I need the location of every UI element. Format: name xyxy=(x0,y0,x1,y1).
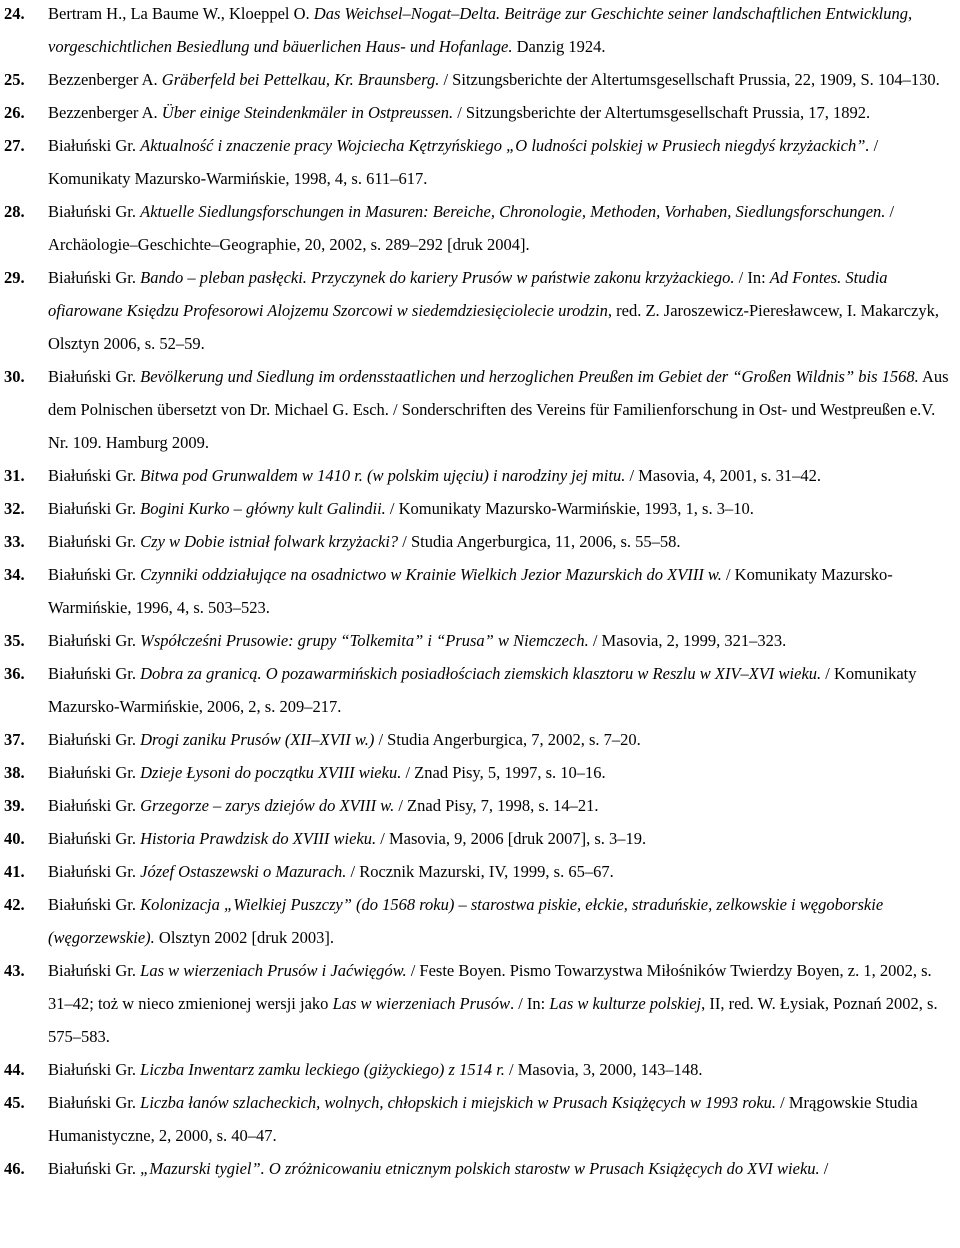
bibliography-entry xyxy=(0,789,960,822)
entry-text-segment: Białuński Gr. xyxy=(48,136,141,155)
entry-title-italic: Bitwa pod Grunwaldem w 1410 r. (w polskim ujęciu) i narodziny jej mitu. xyxy=(140,466,626,485)
bibliography-entry xyxy=(0,657,960,723)
entry-text xyxy=(48,822,960,855)
entry-title-italic: „Mazurski tygiel”. O zróżnicowaniu etnicznym polskich starostw w Prusach Książęcych do XVI wieku. xyxy=(140,1159,820,1178)
entry-text-segment: Białuński Gr. xyxy=(48,961,141,980)
entry-text-segment: / Komunikaty Mazursko-Warmińskie, 1993, 1, s. 3–10. xyxy=(385,499,754,518)
entry-text-segment: . / In: xyxy=(509,994,550,1013)
entry-title-italic: Dzieje Łysoni do początku XVIII wieku. xyxy=(140,763,402,782)
entry-number: 42. xyxy=(4,895,25,914)
entry-number: 27. xyxy=(4,136,25,155)
entry-text-segment: Bezzenberger A. xyxy=(48,70,162,89)
entry-title-italic: Über einige Steindenkmäler in Ostpreussen. xyxy=(161,103,454,122)
entry-text xyxy=(48,657,960,723)
entry-title-italic: Aktuelle Siedlungsforschungen in Masuren: Bereiche, Chronologie, Methoden, Vorhaben, Siedlungsforschungen. xyxy=(140,202,886,221)
entry-title-italic: Aktualność i znaczenie pracy Wojciecha Kętrzyńskiego „O ludności polskiej w Prusiech niegdyś krzyżackich”. xyxy=(140,136,870,155)
entry-title-italic: Las w kulturze polskiej xyxy=(549,994,702,1013)
entry-text-segment: Bertram H., La Baume W., Kloeppel O. xyxy=(48,4,314,23)
entry-number: 31. xyxy=(4,466,25,485)
entry-title-italic: Grzegorze – zarys dziejów do XVIII w. xyxy=(140,796,395,815)
entry-number: 35. xyxy=(4,631,25,650)
entry-title-italic: Współcześni Prusowie: grupy “Tolkemita” i “Prusa” w Niemczech. xyxy=(140,631,589,650)
entry-text xyxy=(48,1152,960,1185)
entry-text xyxy=(48,624,960,657)
entry-title-italic: Kolonizacja „Wielkiej Puszczy” (do 1568 roku) – starostwa piskie, ełckie, straduńskie, zelkowskie i węgoborskie (węgorzewskie). xyxy=(48,895,884,947)
entry-number: 34. xyxy=(4,565,25,584)
entry-title-italic: Liczba łanów szlacheckich, wolnych, chłopskich i miejskich w Prusach Książęcych w 1993 roku. xyxy=(140,1093,777,1112)
entry-number: 37. xyxy=(4,730,25,749)
entry-text-segment: Danzig 1924. xyxy=(512,37,606,56)
entry-text-segment: , II, red. W. Łysiak, Poznań 2002, s. 575–583. xyxy=(48,994,938,1046)
bibliography-entry xyxy=(0,492,960,525)
entry-text xyxy=(48,195,960,261)
entry-title-italic: Bogini Kurko – główny kult Galindii. xyxy=(140,499,386,518)
entry-text xyxy=(48,96,960,129)
entry-number: 38. xyxy=(4,763,25,782)
bibliography-entry xyxy=(0,525,960,558)
entry-text-segment: / Sitzungsberichte der Altertumsgesellschaft Prussia, 17, 1892. xyxy=(453,103,871,122)
entry-text-segment: / Znad Pisy, 5, 1997, s. 10–16. xyxy=(401,763,606,782)
entry-text-segment: Białuński Gr. xyxy=(48,1093,141,1112)
bibliography-entry xyxy=(0,888,960,954)
entry-text xyxy=(48,723,960,756)
entry-text-segment: / Komunikaty Mazursko-Warmińskie, 1998, 4, s. 611–617. xyxy=(48,136,879,188)
entry-title-italic: Das Weichsel–Nogat–Delta. Beiträge zur Geschichte seiner landschaftlichen Entwicklung, vorgeschichtlichen Besiedlung und bäuerlichen Haus- und Hofanlage. xyxy=(48,4,913,56)
entry-text xyxy=(48,459,960,492)
entry-text-segment: Białuński Gr. xyxy=(48,796,141,815)
entry-title-italic: Gräberfeld bei Pettelkau, Kr. Braunsberg. xyxy=(161,70,440,89)
entry-text-segment: / In: xyxy=(734,268,770,287)
entry-number: 36. xyxy=(4,664,25,683)
entry-title-italic: Bevölkerung und Siedlung im ordensstaatlichen und herzoglichen Preußen im Gebiet der “Großen Wildnis” bis 1568. xyxy=(140,367,919,386)
bibliography-entry xyxy=(0,756,960,789)
entry-number: 45. xyxy=(4,1093,25,1112)
entry-text xyxy=(48,756,960,789)
entry-text-segment: / Sitzungsberichte der Altertumsgesellschaft Prussia, 22, 1909, S. 104–130. xyxy=(439,70,940,89)
entry-text xyxy=(48,789,960,822)
entry-number: 41. xyxy=(4,862,25,881)
entry-text xyxy=(48,261,960,360)
entry-text-segment: / xyxy=(819,1159,829,1178)
entry-title-italic: Historia Prawdzisk do XVIII wieku. xyxy=(140,829,377,848)
entry-text xyxy=(48,0,960,63)
bibliography-entry xyxy=(0,1053,960,1086)
entry-text xyxy=(48,1053,960,1086)
entry-number: 26. xyxy=(4,103,25,122)
entry-text-segment: / Studia Angerburgica, 11, 2006, s. 55–58. xyxy=(398,532,681,551)
bibliography-entry xyxy=(0,624,960,657)
entry-number: 24. xyxy=(4,4,25,23)
entry-text-segment: Białuński Gr. xyxy=(48,862,141,881)
bibliography-entry xyxy=(0,822,960,855)
entry-title-italic: Drogi zaniku Prusów (XII–XVII w.) xyxy=(140,730,375,749)
bibliography-entry xyxy=(0,1086,960,1152)
entry-text-segment: Aus dem Polnischen übersetzt von Dr. Michael G. Esch. / Sonderschriften des Vereins für Familienforschung in Ost- und Westpreußen e.V. Nr. 109. Hamburg 2009. xyxy=(48,367,949,452)
entry-text-segment: Białuński Gr. xyxy=(48,895,141,914)
entry-number: 33. xyxy=(4,532,25,551)
entry-number: 30. xyxy=(4,367,25,386)
entry-text-segment: Białuński Gr. xyxy=(48,268,141,287)
entry-text-segment: Białuński Gr. xyxy=(48,1159,141,1178)
entry-number: 29. xyxy=(4,268,25,287)
bibliography-entry xyxy=(0,195,960,261)
bibliography-entry xyxy=(0,723,960,756)
entry-text-segment: / Masovia, 4, 2001, s. 31–42. xyxy=(625,466,822,485)
bibliography-entry xyxy=(0,0,960,63)
entry-number: 43. xyxy=(4,961,25,980)
bibliography-entry xyxy=(0,261,960,360)
entry-text xyxy=(48,360,960,459)
entry-text-segment: / Feste Boyen. Pismo Towarzystwa Miłośników Twierdzy Boyen, z. 1, 2002, s. 31–42; toż w nieco zmienionej wersji jako xyxy=(48,961,932,1013)
bibliography-entry xyxy=(0,954,960,1053)
entry-text-segment: / Studia Angerburgica, 7, 2002, s. 7–20. xyxy=(374,730,641,749)
bibliography-entry xyxy=(0,558,960,624)
entry-text xyxy=(48,1086,960,1152)
entry-title-italic: Dobra za granicą. O pozawarmińskich posiadłościach ziemskich klasztoru w Reszlu w XIV–XVI wieku. xyxy=(140,664,822,683)
entry-text-segment: Białuński Gr. xyxy=(48,367,141,386)
entry-number: 39. xyxy=(4,796,25,815)
entry-text-segment: Białuński Gr. xyxy=(48,631,141,650)
bibliography-entry xyxy=(0,129,960,195)
entry-text xyxy=(48,492,960,525)
entry-text-segment: / Komunikaty Mazursko-Warmińskie, 1996, 4, s. 503–523. xyxy=(48,565,893,617)
entry-text xyxy=(48,855,960,888)
bibliography-entry xyxy=(0,1152,960,1185)
entry-number: 40. xyxy=(4,829,25,848)
entry-text-segment: / Komunikaty Mazursko-Warmińskie, 2006, 2, s. 209–217. xyxy=(48,664,917,716)
entry-text-segment: / Masovia, 2, 1999, 321–323. xyxy=(588,631,787,650)
entry-number: 46. xyxy=(4,1159,25,1178)
entry-text-segment: Białuński Gr. xyxy=(48,202,141,221)
entry-text-segment: Białuński Gr. xyxy=(48,466,141,485)
entry-title-italic: Czynniki oddziałujące na osadnictwo w Krainie Wielkich Jezior Mazurskich do XVIII w. xyxy=(140,565,722,584)
entry-text-segment: Białuński Gr. xyxy=(48,499,141,518)
entry-text-segment: Bezzenberger A. xyxy=(48,103,162,122)
bibliography-entry xyxy=(0,96,960,129)
entry-text-segment: Białuński Gr. xyxy=(48,664,141,683)
entry-text xyxy=(48,954,960,1053)
entry-text-segment: / Masovia, 9, 2006 [druk 2007], s. 3–19. xyxy=(376,829,647,848)
entry-text-segment: / Archäologie–Geschichte–Geographie, 20, 2002, s. 289–292 [druk 2004]. xyxy=(48,202,895,254)
entry-text-segment: , red. Z. Jaroszewicz-Pieresławcew, I. Makarczyk, Olsztyn 2006, s. 52–59. xyxy=(48,301,939,353)
entry-number: 25. xyxy=(4,70,25,89)
entry-text-segment: / Znad Pisy, 7, 1998, s. 14–21. xyxy=(394,796,599,815)
entry-text-segment: / Mrągowskie Studia Humanistyczne, 2, 2000, s. 40–47. xyxy=(48,1093,918,1145)
entry-number: 44. xyxy=(4,1060,25,1079)
entry-title-italic: Las w wierzeniach Prusów i Jaćwięgów. xyxy=(140,961,407,980)
entry-text-segment: / Rocznik Mazurski, IV, 1999, s. 65–67. xyxy=(346,862,614,881)
entry-title-italic: Ad Fontes. Studia ofiarowane Księdzu Profesorowi Alojzemu Szorcowi w siedemdziesięciolecie urodzin xyxy=(48,268,888,320)
entry-text-segment: / Masovia, 3, 2000, 143–148. xyxy=(504,1060,703,1079)
entry-title-italic: Liczba Inwentarz zamku leckiego (giżyckiego) z 1514 r. xyxy=(140,1060,505,1079)
entry-title-italic: Czy w Dobie istniał folwark krzyżacki? xyxy=(140,532,399,551)
entry-text xyxy=(48,525,960,558)
entry-text-segment: Olsztyn 2002 [druk 2003]. xyxy=(154,928,334,947)
entry-title-italic: Bando – pleban pasłęcki. Przyczynek do kariery Prusów w państwie zakonu krzyżackiego. xyxy=(140,268,735,287)
entry-text xyxy=(48,888,960,954)
entry-text-segment: Białuński Gr. xyxy=(48,532,141,551)
bibliography-entry xyxy=(0,63,960,96)
bibliography-entry xyxy=(0,855,960,888)
entry-text-segment: Białuński Gr. xyxy=(48,730,141,749)
entry-text xyxy=(48,129,960,195)
entry-text-segment: Białuński Gr. xyxy=(48,763,141,782)
entry-text-segment: Białuński Gr. xyxy=(48,565,141,584)
entry-text xyxy=(48,63,960,96)
bibliography-entry xyxy=(0,360,960,459)
entry-title-italic: Józef Ostaszewski o Mazurach. xyxy=(140,862,347,881)
entry-number: 32. xyxy=(4,499,25,518)
entry-text-segment: Białuński Gr. xyxy=(48,829,141,848)
entry-text xyxy=(48,558,960,624)
bibliography-entry xyxy=(0,459,960,492)
entry-title-italic: Las w wierzeniach Prusów xyxy=(332,994,510,1013)
entry-text-segment: Białuński Gr. xyxy=(48,1060,141,1079)
entry-number: 28. xyxy=(4,202,25,221)
